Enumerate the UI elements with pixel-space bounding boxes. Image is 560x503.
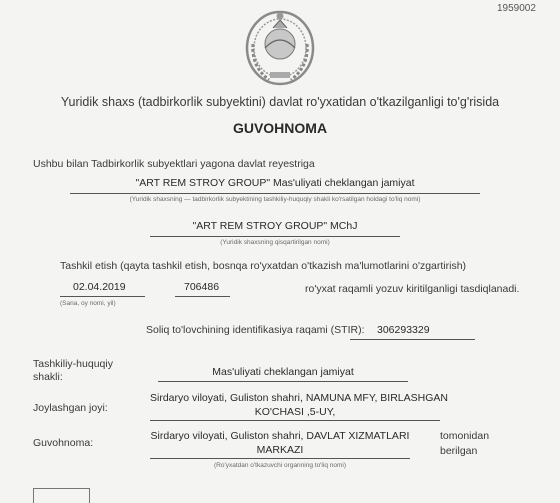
issuer-line-1: Sirdaryo viloyati, Guliston shahri, DAVLAT XIZMATLARI: [150, 430, 410, 442]
stir-label: Soliq to'lovchining identifikasiya raqami (STIR):: [146, 324, 365, 336]
short-name-underline: [150, 236, 400, 237]
issuer-suffix-2: berilgan: [440, 445, 478, 457]
registration-confirmation: ro'yxat raqamli yozuv kiritilganligi tasdiqlanadi.: [305, 283, 520, 295]
address-underline: [150, 420, 440, 421]
date-caption: (Sana, oy nomi, yil): [60, 300, 116, 307]
address-line-1: Sirdaryo viloyati, Guliston shahri, NAMUNA MFY, BIRLASHGAN: [150, 392, 448, 404]
issuer-caption: (Ro'yxatdan o'tkazuvchi organning to'liq nomi): [214, 462, 346, 469]
short-company-name: "ART REM STROY GROUP" MChJ: [192, 220, 358, 232]
form-label: Tashkiliy-huquqiy shakli:: [33, 358, 113, 383]
registration-text: Tashkil etish (qayta tashkil etish, bosnqa ro'yxatdan o'tkazish ma'lumotlarini o'zgartirish): [60, 260, 467, 272]
full-company-name: "ART REM STROY GROUP" Mas'uliyati cheklangan jamiyat: [135, 177, 415, 189]
issuer-suffix-1: tomonidan: [440, 430, 490, 442]
short-name-caption: (Yuridik shaxsning qisqartirilgan nomi): [220, 239, 330, 246]
address-label: Joylashgan joyi:: [33, 402, 108, 414]
number-underline: [175, 296, 230, 297]
document-number: 1959002: [497, 3, 536, 14]
state-emblem-icon: [243, 4, 317, 88]
form-value: Mas'uliyati cheklangan jamiyat: [212, 366, 354, 378]
form-underline: [158, 381, 408, 382]
stir-value: 306293329: [377, 324, 430, 336]
full-name-underline: [70, 193, 480, 194]
document-title: GUVOHNOMA: [232, 120, 328, 136]
full-name-caption: (Yuridik shaxsning — tadbirkorlik subyektining tashkiliy-huquqiy shakli ko'rsatilgan holdagi to'liq nomi): [129, 196, 421, 203]
intro-text: Ushbu bilan Tadbirkorlik subyektlari yagona davlat reyestriga: [33, 158, 315, 170]
issuer-line-2: MARKAZI: [256, 444, 304, 456]
document-subject-line: Yuridik shaxs (tadbirkorlik subyektini) davlat ro'yxatidan o'tkazilganligi to'g'risida: [60, 95, 500, 109]
date-underline: [60, 296, 145, 297]
issuer-label: Guvohnoma:: [33, 437, 94, 449]
stir-underline: [350, 339, 475, 340]
stamp-box: [33, 488, 90, 503]
issuer-underline: [150, 458, 410, 459]
address-line-2: KO'CHASI ,5-UY,: [254, 406, 336, 418]
registration-number: 706486: [184, 281, 220, 293]
registration-date: 02.04.2019: [73, 281, 126, 293]
